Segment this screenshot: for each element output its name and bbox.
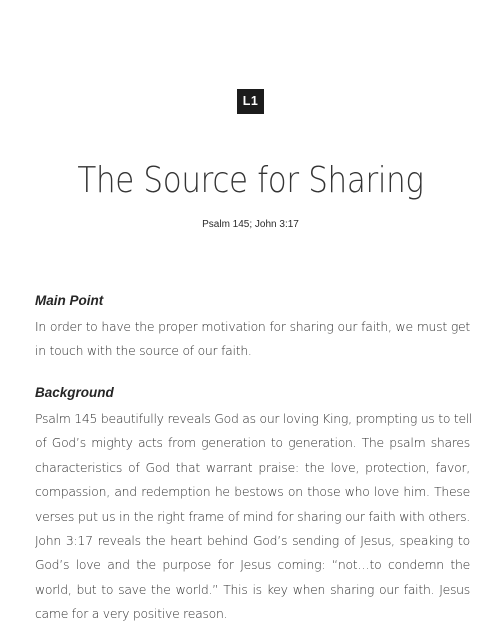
- background-heading: Background: [35, 385, 114, 400]
- background-line: verses put us in the right frame of mind for sharing our faith with others.: [35, 508, 470, 524]
- background-line: Psalm 145 beautifully reveals God as our loving King, prompting us to tell: [35, 411, 473, 426]
- background-line: of God’s mighty acts from generation to generation. The psalm shares: [35, 435, 470, 451]
- main-point-heading: Main Point: [35, 293, 104, 308]
- background-line: characteristics of God that warrant praise: the love, protection, favor,: [35, 459, 470, 475]
- background-line: compassion, and redemption he bestows on those who love him. These: [35, 484, 470, 500]
- lesson-number-badge: L1: [237, 89, 264, 114]
- background-line: world, but to save the world.” This is key when sharing our faith. Jesus: [35, 581, 470, 597]
- background-line: God’s love and the purpose for Jesus coming: “not…to condemn the: [35, 557, 470, 573]
- background-line: John 3:17 reveals the heart behind God’s sending of Jesus, speaking to: [35, 533, 470, 549]
- page-title: The Source for Sharing: [77, 160, 424, 201]
- main-point-body: [35, 315, 470, 364]
- background-body: [35, 407, 473, 627]
- main-point-line: in touch with the source of our faith.: [35, 343, 252, 359]
- main-point-line: In order to have the proper motivation for sharing our faith, we must get: [35, 319, 470, 334]
- scripture-reference: Psalm 145; John 3:17: [202, 219, 299, 230]
- background-line: came for a very positive reason.: [35, 606, 228, 622]
